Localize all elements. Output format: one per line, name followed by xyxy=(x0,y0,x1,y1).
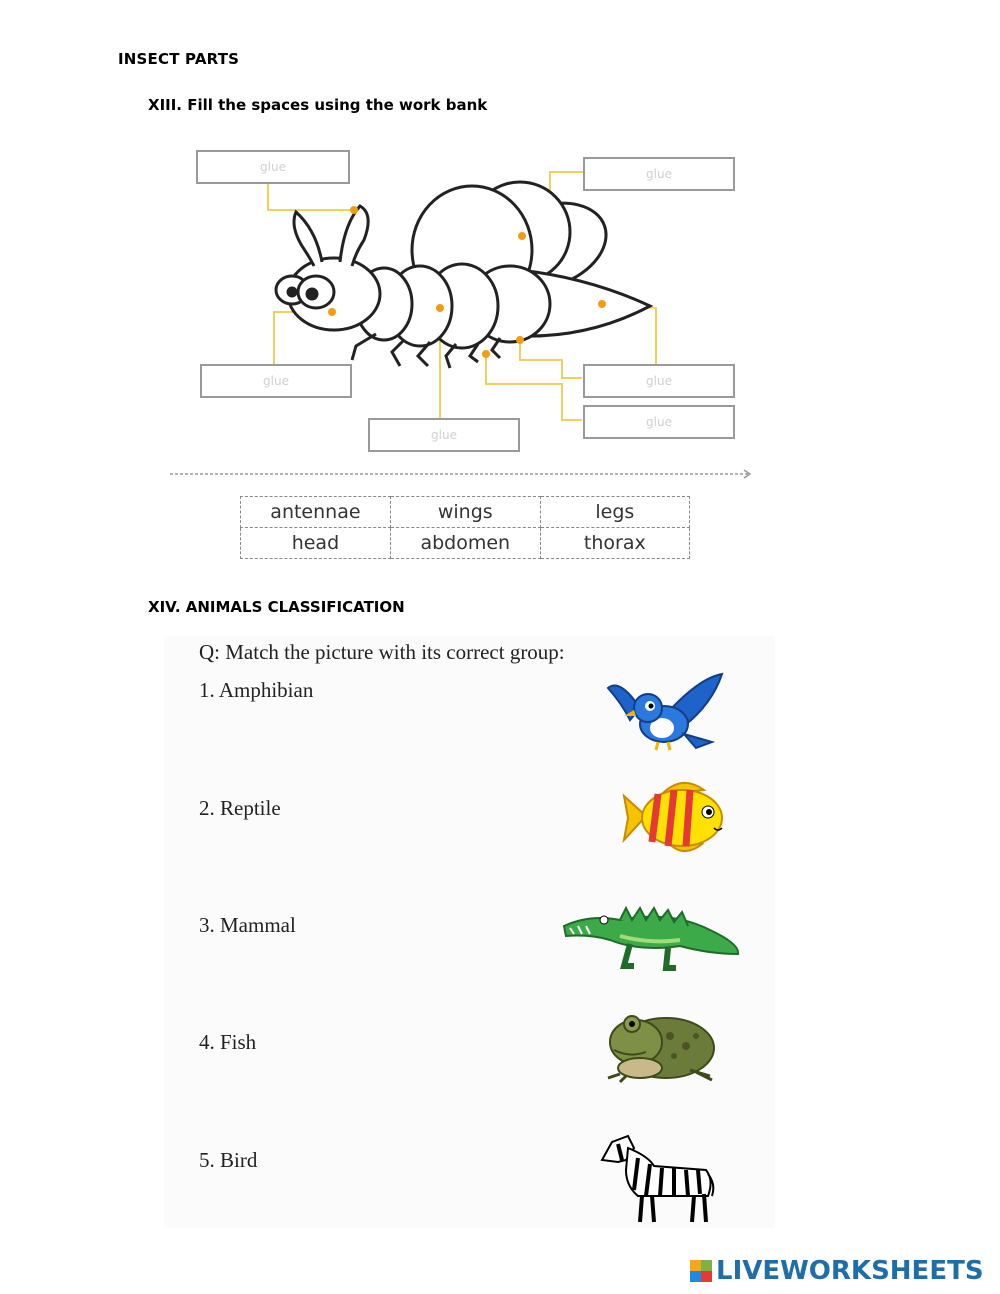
group-item-fish[interactable]: 4. Fish xyxy=(199,1030,257,1054)
word-bank xyxy=(240,496,690,559)
page-title: INSECT PARTS xyxy=(118,50,240,68)
group-item-bird[interactable]: 5. Bird xyxy=(199,1148,258,1172)
word-bank-item[interactable]: abdomen xyxy=(390,528,540,559)
group-item-reptile[interactable]: 2. Reptile xyxy=(199,796,281,820)
word-bank-item[interactable]: antennae xyxy=(241,497,391,528)
glue-box-abdomen[interactable]: glue xyxy=(583,364,735,398)
word-bank-item[interactable]: head xyxy=(241,528,391,559)
section-14-heading: XIV. ANIMALS CLASSIFICATION xyxy=(148,598,405,616)
insect-head xyxy=(276,258,380,330)
group-item-mammal[interactable]: 3. Mammal xyxy=(199,913,296,937)
bird-picture[interactable] xyxy=(600,668,730,754)
zebra-picture[interactable] xyxy=(598,1130,716,1226)
logo-text: LIVEWORKSHEETS xyxy=(716,1256,984,1286)
word-bank-item[interactable]: wings xyxy=(390,497,540,528)
glue-box-legs[interactable]: glue xyxy=(583,405,735,439)
logo-mark-icon xyxy=(690,1260,712,1282)
glue-box-thorax[interactable]: glue xyxy=(368,418,520,452)
frog-picture[interactable] xyxy=(600,1006,722,1084)
glue-box-antennae[interactable]: glue xyxy=(196,150,350,184)
question-text: Q: Match the picture with its correct group: xyxy=(199,640,565,664)
word-bank-item[interactable]: thorax xyxy=(540,528,689,559)
group-item-amphibian[interactable]: 1. Amphibian xyxy=(199,678,314,702)
crocodile-picture[interactable] xyxy=(560,900,742,974)
section-13-heading: XIII. Fill the spaces using the work bank xyxy=(148,96,488,114)
glue-box-head[interactable]: glue xyxy=(200,364,352,398)
fish-picture[interactable] xyxy=(622,774,732,860)
word-bank-item[interactable]: legs xyxy=(540,497,689,528)
glue-box-wings[interactable]: glue xyxy=(583,157,735,191)
liveworksheets-logo xyxy=(690,1254,984,1288)
